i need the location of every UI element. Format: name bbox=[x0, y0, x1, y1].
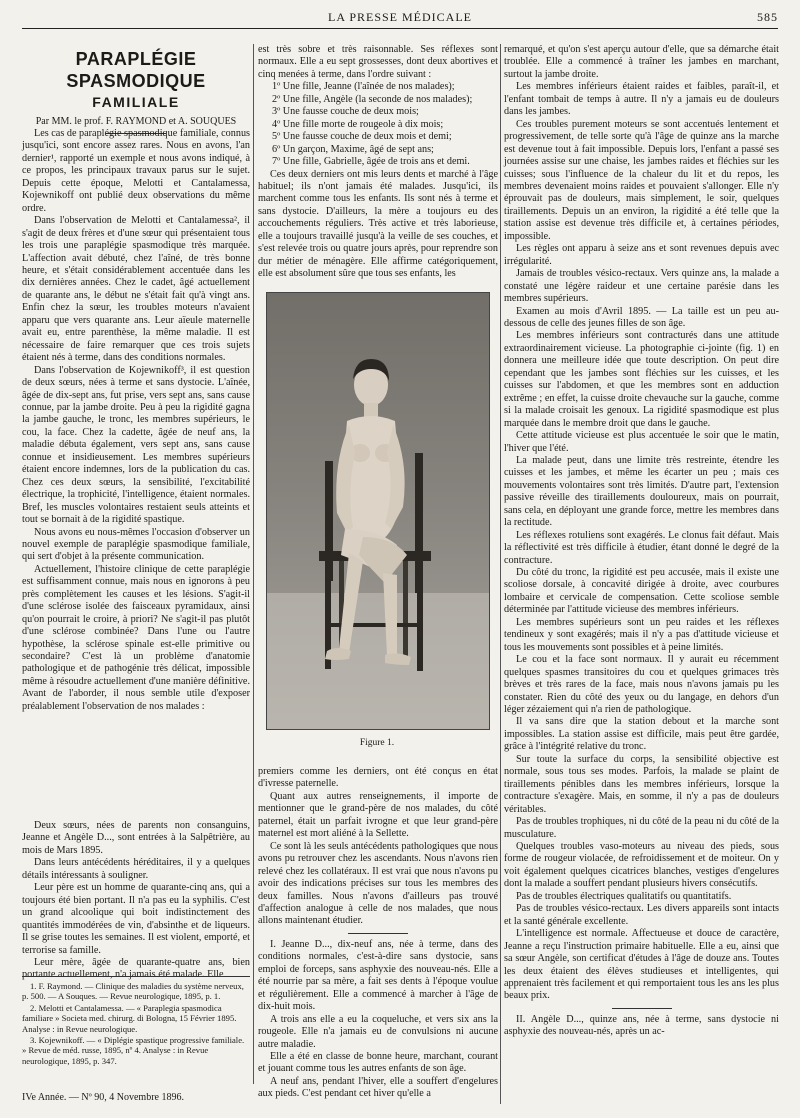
paragraph: Nous avons eu nous-mêmes l'occasion d'observer un nouvel exemple de paraplégie spasmodique familiale, qui sert d'objet à la présente communication. bbox=[22, 526, 250, 563]
list-item: 5º Une fausse couche de deux mois et demi; bbox=[272, 131, 452, 143]
paragraph: Les membres supérieurs sont un peu raides et les réflexes tendineux y sont exagérés; mais il n'y a pas d'attitude vicieuse et tous les mouvements sont possibles et à peine limités. bbox=[504, 616, 779, 653]
list-item: 6º Un garçon, Maxime, âgé de sept ans; bbox=[272, 143, 434, 155]
paragraph: premiers comme les derniers, ont été conçus en état d'ivresse paternelle. bbox=[258, 766, 498, 790]
paragraph: I. Jeanne D..., dix-neuf ans, née à terme, dans des conditions normales, c'est-à-dire sans dystocie, sans emploi de forceps, sans asphyxie des nouveau-nés. Elle a été nourrie par sa mère, a fait ses dents à l'époque voulue et régulièrement. Elle a commencé à marcher à l'âge de dix-huit mois. bbox=[258, 938, 498, 1013]
list-item: 2º Une fille, Angèle (la seconde de nos malades); bbox=[272, 93, 473, 105]
paragraph: Elle a été en classe de bonne heure, marchant, courant et jouant comme tous les autres enfants de son âge. bbox=[258, 1050, 498, 1075]
article-byline: Par MM. le prof. F. RAYMOND et A. SOUQUES bbox=[35, 116, 237, 127]
paragraph: Examen au mois d'Avril 1895. — La taille est un peu au-dessous de celle des jeunes filles de son âge. bbox=[504, 305, 779, 329]
article-subtitle: FAMILIALE bbox=[92, 94, 180, 110]
paragraph: Jamais de troubles vésico-rectaux. Vers quinze ans, la malade a constaté une légère raideur et une certaine parésie dans les membres supérieurs. bbox=[504, 268, 779, 305]
paragraph: Du côté du tronc, la rigidité est peu accusée, mais il existe une scoliose dorsale, à concavité dirigée à droite, avec courbures lombaire et cervicale de compensation. Cette scoliose semble déterminée par l'attitude vicieuse des membres inférieurs. bbox=[504, 567, 779, 616]
list-item: 7º Une fille, Gabrielle, âgée de trois ans et demi. bbox=[272, 156, 470, 168]
paragraph: Sur toute la surface du corps, la sensibilité objective est normale, sous tous ses modes. Parfois, la malade se plaint de tiraillements pénibles dans les membres inférieurs, lorsque la contracture s'exagère. Mais, en somme, il n'y a pas de douleurs véritables. bbox=[504, 753, 779, 815]
paragraph: Deux sœurs, nées de parents non consanguins, Jeanne et Angèle D..., sont entrées à la Salpêtrière, au mois de Mars 1895. bbox=[22, 820, 250, 856]
figure-caption: Figure 1. bbox=[359, 738, 395, 748]
article-title: PARAPLÉGIE SPASMODIQUE bbox=[66, 49, 206, 91]
paragraph: Les réflexes rotuliens sont exagérés. Le clonus fait défaut. Mais la réflectivité est très difficile à étudier, étant donné le degré de la contracture. bbox=[504, 529, 779, 566]
paragraph: Dans l'observation de Kojewnikoff³, il est question de deux sœurs, nées à terme et sans dystocie. L'aînée, âgée de dix-sept ans, fut prise, vers sept ans, sans cause connue, par la jambe droite. Peu à peu la rigidité gagna la jambe gauche, le tronc, les membres supérieurs, le cou, la face. Chez la cadette, âgée de neuf ans, la maladie débuta également, vers sept ans, sans cause connue et insidieusement. Les membres supérieurs étaient encore indemnes, lors de la publication du cas. Chez ces deux sœurs, la sensibilité, l'excitabilité électrique, la trophicité, l'intelligence, étaient normales. Bref, les muscles volontaires restaient seuls atteints et tout se bornait à de la rigidité spastique. bbox=[22, 364, 250, 526]
footnote: 1. F. Raymond. — Clinique des maladies du système nerveux, p. 500. — A Souques. — Revue neurologique, 1895, p. 1. bbox=[22, 981, 244, 1002]
column-1-lower bbox=[22, 820, 250, 982]
section-rule bbox=[348, 933, 408, 934]
running-header bbox=[22, 10, 778, 29]
list-item: 3º Une fausse couche de deux mois; bbox=[272, 106, 419, 118]
paragraph: Ces troubles purement moteurs se sont accentués lentement et progressivement, de telle sorte qu'à l'âge de quinze ans la marche est devenue tout à fait impossible. Depuis lors, l'enfant a passé ses journées assise sur une chaise, les jambes raides et fléchies sur les cuisses; sous l'influence de la chaleur du lit et du repos, les membres devenaient moins raides et pouvaient s'allonger. Elle n'y éprouvait pas de douleurs, mais simplement, le soir, quelques tiraillements. Depuis un an environ, la rigidité a été telle que la station assise est devenue très difficile et, à certaines périodes, impossible. bbox=[504, 118, 779, 242]
list-item: 1º Une fille, Jeanne (l'aînée de nos malades); bbox=[272, 81, 455, 93]
footnotes bbox=[22, 976, 250, 1067]
paragraph: Dans leurs antécédents héréditaires, il y a quelques détails intéressants à souligner. bbox=[22, 857, 250, 881]
paragraph: Pas de troubles trophiques, ni du côté de la peau ni du côté de la musculature. bbox=[504, 816, 779, 840]
paragraph: L'intelligence est normale. Affectueuse et douce de caractère, Jeanne a reçu l'instruction primaire habituelle. Elle a eu, ainsi que sa sœur Angèle, son certificat d'études à l'âge de douze ans. Toutes les deux étaient des élèves studieuses et intelligentes, qui apprenaient très facilement et qui remportaient tous les ans les plus beaux prix. bbox=[504, 928, 779, 1002]
paragraph: Quant aux autres renseignements, il importe de mentionner que le grand-père de nos malades, du côté paternel, était un parfait ivrogne et que leur grand-père maternel est mort aliéné à la Sellette. bbox=[258, 790, 498, 840]
paragraph: Le cou et la face sont normaux. Il y aurait eu récemment quelques spasmes transitoires du cou et quelques grimaces très brèves et très rares de la face, mais nous n'avons jamais pu les constater. Rien du côté des yeux ou du langage, en dehors d'un léger zézaiement qui n'a rien de pathologique. bbox=[504, 654, 779, 716]
paragraph: Pas de troubles électriques qualitatifs ou quantitatifs. bbox=[516, 890, 732, 902]
column-divider bbox=[500, 44, 501, 1104]
journal-name: LA PRESSE MÉDICALE bbox=[327, 10, 472, 24]
figure-1-photograph bbox=[266, 292, 490, 730]
column-divider bbox=[253, 44, 254, 1084]
page-number: 585 bbox=[757, 10, 778, 24]
paragraph: Leur mère, âgée de quarante-quatre ans, bien portante actuellement, n'a jamais été malade. Elle bbox=[22, 956, 250, 981]
footnote: 2. Melotti et Cantalamessa. — « Paraplegia spasmodica familiare » Societa med. chirurg. di Bologna, 15 Février 1895. Analyse : in Revue neurologique. bbox=[22, 1002, 237, 1034]
paragraph: La malade peut, dans une limite très restreinte, étendre les cuisses et les jambes, et même les écarter un peu ; mais ces mouvements volontaires sont très limités. D'autre part, l'extension passive réveille des tiraillements douloureux, mais on pourrait, sans cela, en déployant une grande force, mettre les membres dans la rectitude. bbox=[504, 454, 779, 529]
paragraph: Cette attitude vicieuse est plus accentuée le soir que le matin, l'hiver que l'été. bbox=[504, 430, 779, 454]
paragraph: Les membres inférieurs sont contracturés dans une attitude extraordinairement vicieuse. La photographie ci-jointe (fig. 1) en donnera une meilleure idée que toute description. On peut dire cependant que les jambes sont fléchies sur les cuisses, et les cuisses sur l'abdomen, et que les membres sont en adduction extrême ; en effet, la cuisse droite chevauche sur la gauche, comme si la malade croisait les genoux. La rigidité spasmodique est plus marquée dans le membre droit que dans le gauche. bbox=[504, 330, 779, 429]
paragraph: A trois ans elle a eu la coqueluche, et vers six ans la rougeole. Elle n'a jamais eu de convulsions ni aucune autre maladie. bbox=[258, 1013, 498, 1050]
paragraph: Pas de troubles vésico-rectaux. Les divers appareils sont intacts et la santé générale excellente. bbox=[504, 903, 779, 927]
paragraph: Les règles ont apparu à seize ans et sont revenues depuis avec irrégularité. bbox=[504, 243, 779, 267]
paragraph: A neuf ans, pendant l'hiver, elle a souffert d'engelures aux pieds. C'est pendant cet hiver qu'elle a bbox=[258, 1075, 498, 1100]
paragraph: remarqué, et qu'on s'est aperçu autour d'elle, que sa démarche était troublée. Elle a commencé à traîner les jambes en marchant, surtout la jambe droite. bbox=[504, 44, 779, 80]
issue-footer: IVe Année. — Nº 90, 4 Novembre 1896. bbox=[22, 1092, 184, 1103]
paragraph: II. Angèle D..., quinze ans, née à terme, sans dystocie ni asphyxie des nouveau-nés, après un ac- bbox=[504, 1013, 779, 1038]
paragraph: Actuellement, l'histoire clinique de cette paraplégie est suffisamment connue, mais nous en ignorons à peu près complètement les causes et les lésions. S'agit-il d'une sclérose isolée des faisceaux pyramidaux, ainsi qu'on pourrait le croire, à priori? Ne s'agit-il pas plutôt d'une sclérose combinée? Dans l'une ou l'autre hypothèse, la sclérose spinale est-elle primitive ou secondaire? C'est là un problème d'anatomie pathologique et de pathogénie très délicat, impossible même à résoudre actuellement d'une manière définitive. Avant de l'aborder, il nous semble utile d'exposer préalablement l'observation de nos malades : bbox=[22, 563, 250, 712]
list-item: 4º Une fille morte de rougeole à dix mois; bbox=[272, 118, 444, 130]
paragraph: Les membres inférieurs étaient raides et faibles, paraît-il, et l'enfant tombait de temps à autre. Il n'y a jamais eu de douleurs dans les jambes. bbox=[504, 81, 779, 118]
column-1 bbox=[22, 128, 250, 713]
column-2-lower bbox=[258, 766, 498, 1101]
paragraph: Il va sans dire que la station debout et la marche sont impossibles. La station assise est difficile, mais peut être gardée, grâce à l'intégrité relative du tronc. bbox=[504, 716, 779, 753]
paragraph: Ces deux derniers ont mis leurs dents et marché à l'âge habituel; ils n'ont jamais été malades. Jusqu'ici, ils marchent comme tous les enfants. Ils sont nés à terme et sans dystocie. D'ailleurs, la mère a toujours eu des accouchements réguliers. Très active et très laborieuse, elle a toujours travaillé jusqu'à la veille de ses couches, et s'est relevée trois ou quatre jours après, pour reprendre son dur métier de ménagère. Elle affirme catégoriquement, elle est absolument sûre que tous ses enfants, les bbox=[258, 168, 498, 280]
seated-figure-illustration bbox=[267, 293, 489, 729]
column-2 bbox=[258, 44, 498, 281]
article-title-block bbox=[22, 48, 250, 134]
paragraph: Quelques troubles vaso-moteurs au niveau des pieds, sous forme de rougeur violacée, de refroidissement et de moiteur. On y voit également quelques cicatrices blanches, vestiges d'engelures dont la malade a souffert pendant plusieurs hivers consécutifs. bbox=[504, 841, 779, 890]
column-3 bbox=[504, 44, 779, 1039]
paragraph: Ce sont là les seuls antécédents pathologiques que nous avons pu retrouver chez les ascendants. Nous n'avons rien relevé chez les collatéraux. Il est vrai que nous n'avons pu avoir des indications précises sur tous les membres des deux familles. Nous n'avons d'ailleurs pas trouvé d'affection analogue à celle de nos malades, que nous allons maintenant étudier. bbox=[258, 840, 498, 927]
section-rule bbox=[612, 1008, 672, 1009]
footnote: 3. Kojewnikoff. — « Diplégie spastique progressive familiale. » Revue de méd. russe, 1895, nº 4. Analyse : in Revue neurologique, 1895, p. 347. bbox=[22, 1035, 245, 1066]
paragraph: Leur père est un homme de quarante-cinq ans, qui a toujours été bien portant. Il n'a pas eu la syphilis. C'est un grand alcoolique qui boit indistinctement des quantités immodérées de vin, d'absinthe et de liqueurs. Il se grise toutes les semaines. Il est violent, emporté, et terrorise sa famille. bbox=[22, 882, 250, 956]
paragraph: est très sobre et très raisonnable. Ses réflexes sont normaux. Elle a eu sept grossesses, dont deux abortives et cinq menées à terme, dans l'ordre suivant : bbox=[258, 44, 498, 80]
paragraph: Dans l'observation de Melotti et Cantalamessa², il s'agit de deux frères et d'une sœur qui présentaient tous les trois une paraplégie spasmodique très marquée. L'affection avait débuté, chez l'aîné, de très bonne heure, et s'était considérablement accentuée dans les dix dernières années. Chez le cadet, âgé actuellement de quarante ans, le début ne s'était fait qu'à vingt ans. Enfin chez la sœur, les troubles moteurs n'avaient apparu que vers quarante ans. Leur aïeule maternelle avait eu, entre parenthèse, la même maladie. Il est nécessaire de faire remarquer que ces trois sujets étaient nés à terme, dans des conditions normales. bbox=[22, 215, 250, 364]
paragraph: Les cas de paraplégie spasmodique familiale, connus jusqu'ici, sont encore assez rares. Nous en avons, l'an dernier¹, rapporté un exemple et nous avons indiqué, à ce propos, les principaux travaux parus sur le sujet. Depuis cette époque, Melotti et Cantalamessa, Kojewnikoff ont publié deux observations du même ordre. bbox=[22, 128, 250, 214]
